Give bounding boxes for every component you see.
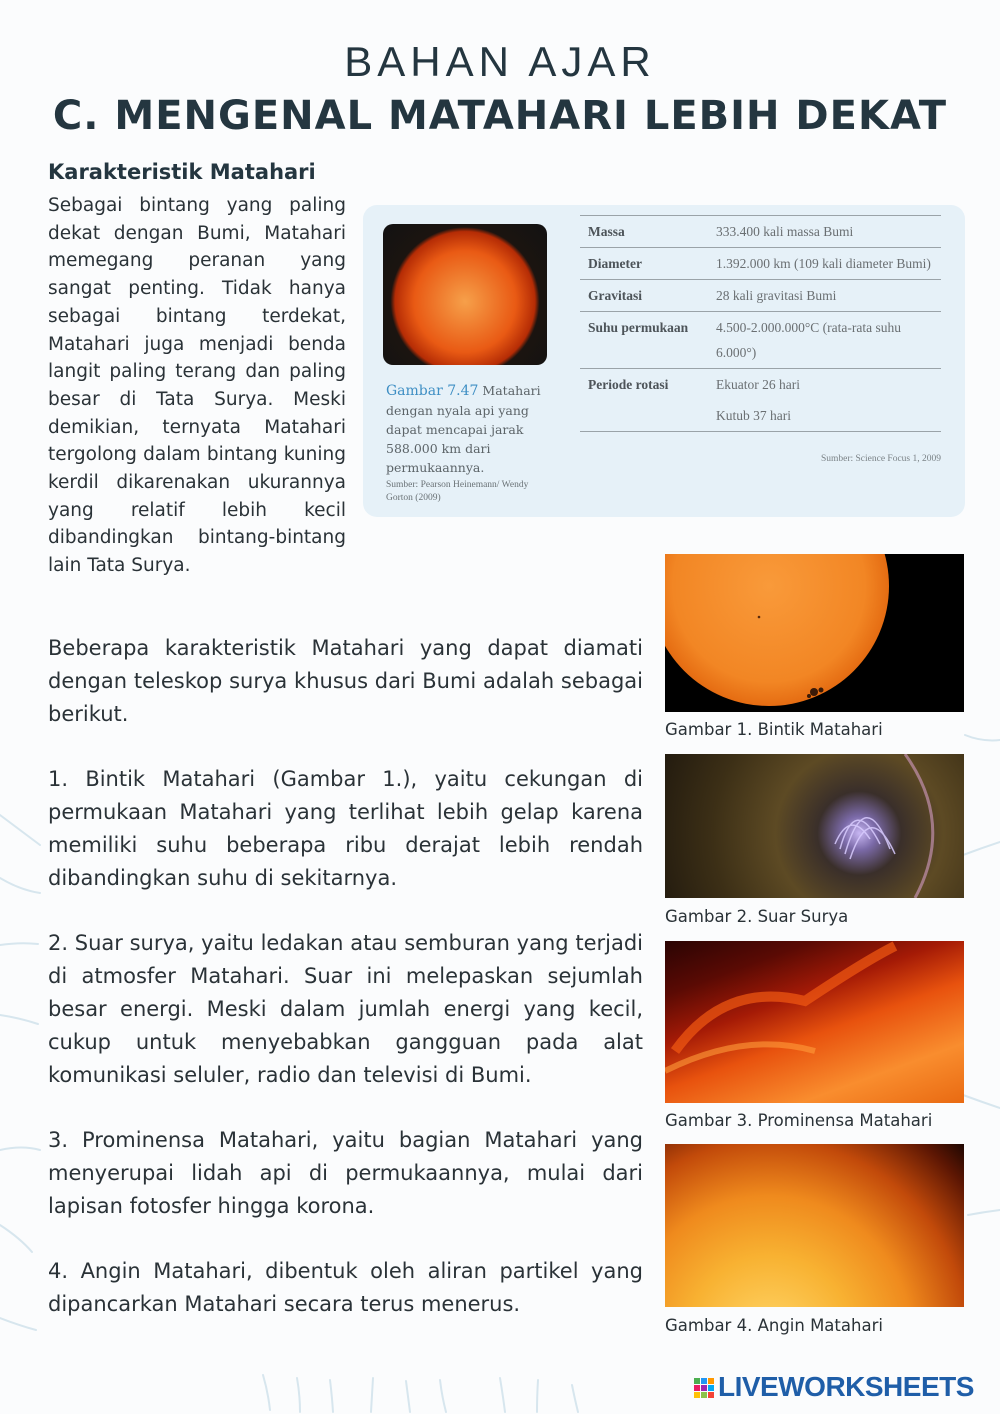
solar-wind-photo [665, 1144, 964, 1307]
table-row [580, 369, 941, 401]
table-key: Periode rotasi [588, 377, 669, 392]
table-value: Kutub 37 hari [716, 408, 791, 423]
table-value: Ekuator 26 hari [716, 377, 800, 392]
document-subtitle: C. MENGENAL MATAHARI LEBIH DEKAT [52, 93, 948, 139]
figure-source: Sumber: Pearson Heinemann/ Wendy Gorton (2009) [386, 480, 529, 503]
section-heading: Karakteristik Matahari [48, 160, 316, 184]
document-title: BAHAN AJAR [344, 38, 656, 85]
table-value: 28 kali gravitasi Bumi [716, 288, 837, 303]
liveworksheets-logo-icon [694, 1378, 714, 1398]
table-row [580, 400, 941, 432]
table-key: Suhu permukaan [588, 320, 689, 335]
table-key [580, 400, 708, 432]
figure-caption-4: Gambar 4. Angin Matahari [665, 1316, 883, 1335]
table-key: Diameter [588, 256, 642, 271]
sun-thumbnail-image [383, 224, 547, 365]
sunspot-photo [665, 554, 964, 712]
list-item-solar-wind: 4. Angin Matahari, dibentuk oleh aliran partikel yang dipancarkan Matahari secara terus menerus. [48, 1259, 643, 1316]
figure-caption-text: Matahari dengan nyala api yang dapat mencapai jarak 588.000 km dari permukaannya. [386, 383, 541, 475]
intro-paragraph: Sebagai bintang yang paling dekat dengan Bumi, Matahari memegang peranan yang sangat penting. Tidak hanya sebagai bintang terdekat, Matahari juga menjadi benda langit paling terang dan paling besar di Tata Surya. Meski demikian, ternyata Matahari tergolong dalam bintang kuning kerdil dikarenakan ukurannya yang relatif lebih kecil dibandingkan bintang-bintang lain Tata Surya. [48, 195, 346, 577]
table-value: 4.500-2.000.000°C (rata-rata suhu 6.000°) [716, 320, 901, 360]
sun-properties-table [580, 215, 941, 432]
table-key: Gravitasi [588, 288, 642, 303]
figure-label: Gambar 7.47 [386, 383, 479, 399]
table-value: 333.400 kali massa Bumi [716, 224, 854, 239]
figure-caption-3: Gambar 3. Prominensa Matahari [665, 1111, 933, 1130]
table-source: Sumber: Science Focus 1, 2009 [820, 454, 941, 464]
figure-caption-2: Gambar 2. Suar Surya [665, 907, 849, 926]
table-row [580, 216, 941, 248]
prominence-photo [665, 941, 964, 1103]
lead-paragraph: Beberapa karakteristik Matahari yang dapat diamati dengan teleskop surya khusus dari Bumi adalah sebagai berikut. [48, 636, 643, 726]
sun-figure-caption [386, 381, 546, 477]
list-item-prominence: 3. Prominensa Matahari, yaitu bagian Matahari yang menyerupai lidah api di permukaannya, mulai dari lapisan fotosfer hingga korona. [48, 1128, 643, 1218]
flare-loops-graphic [665, 754, 964, 898]
table-row [580, 312, 941, 369]
table-key: Massa [588, 224, 625, 239]
table-row [580, 280, 941, 312]
table-row [580, 248, 941, 280]
sun-disk-graphic [665, 554, 889, 709]
solar-flare-photo [665, 754, 964, 898]
list-item-sunspot: 1. Bintik Matahari (Gambar 1.), yaitu cekungan di permukaan Matahari yang terlihat lebih gelap karena memiliki suhu beberapa ribu derajat lebih rendah dibandingkan suhu di sekitarnya. [48, 767, 643, 890]
prominence-graphic [665, 941, 964, 1103]
list-item-solar-flare: 2. Suar surya, yaitu ledakan atau semburan yang terjadi di atmosfer Matahari. Suar ini melepaskan sejumlah besar energi. Meski dalam jumlah energi yang kecil, cukup untuk menyebabkan gangguan pada alat komunikasi seluler, radio dan televisi di Bumi. [48, 931, 643, 1087]
liveworksheets-brand[interactable]: LIVEWORKSHEETS [718, 1371, 974, 1402]
figure-caption-1: Gambar 1. Bintik Matahari [665, 720, 883, 739]
table-value: 1.392.000 km (109 kali diameter Bumi) [716, 256, 931, 271]
